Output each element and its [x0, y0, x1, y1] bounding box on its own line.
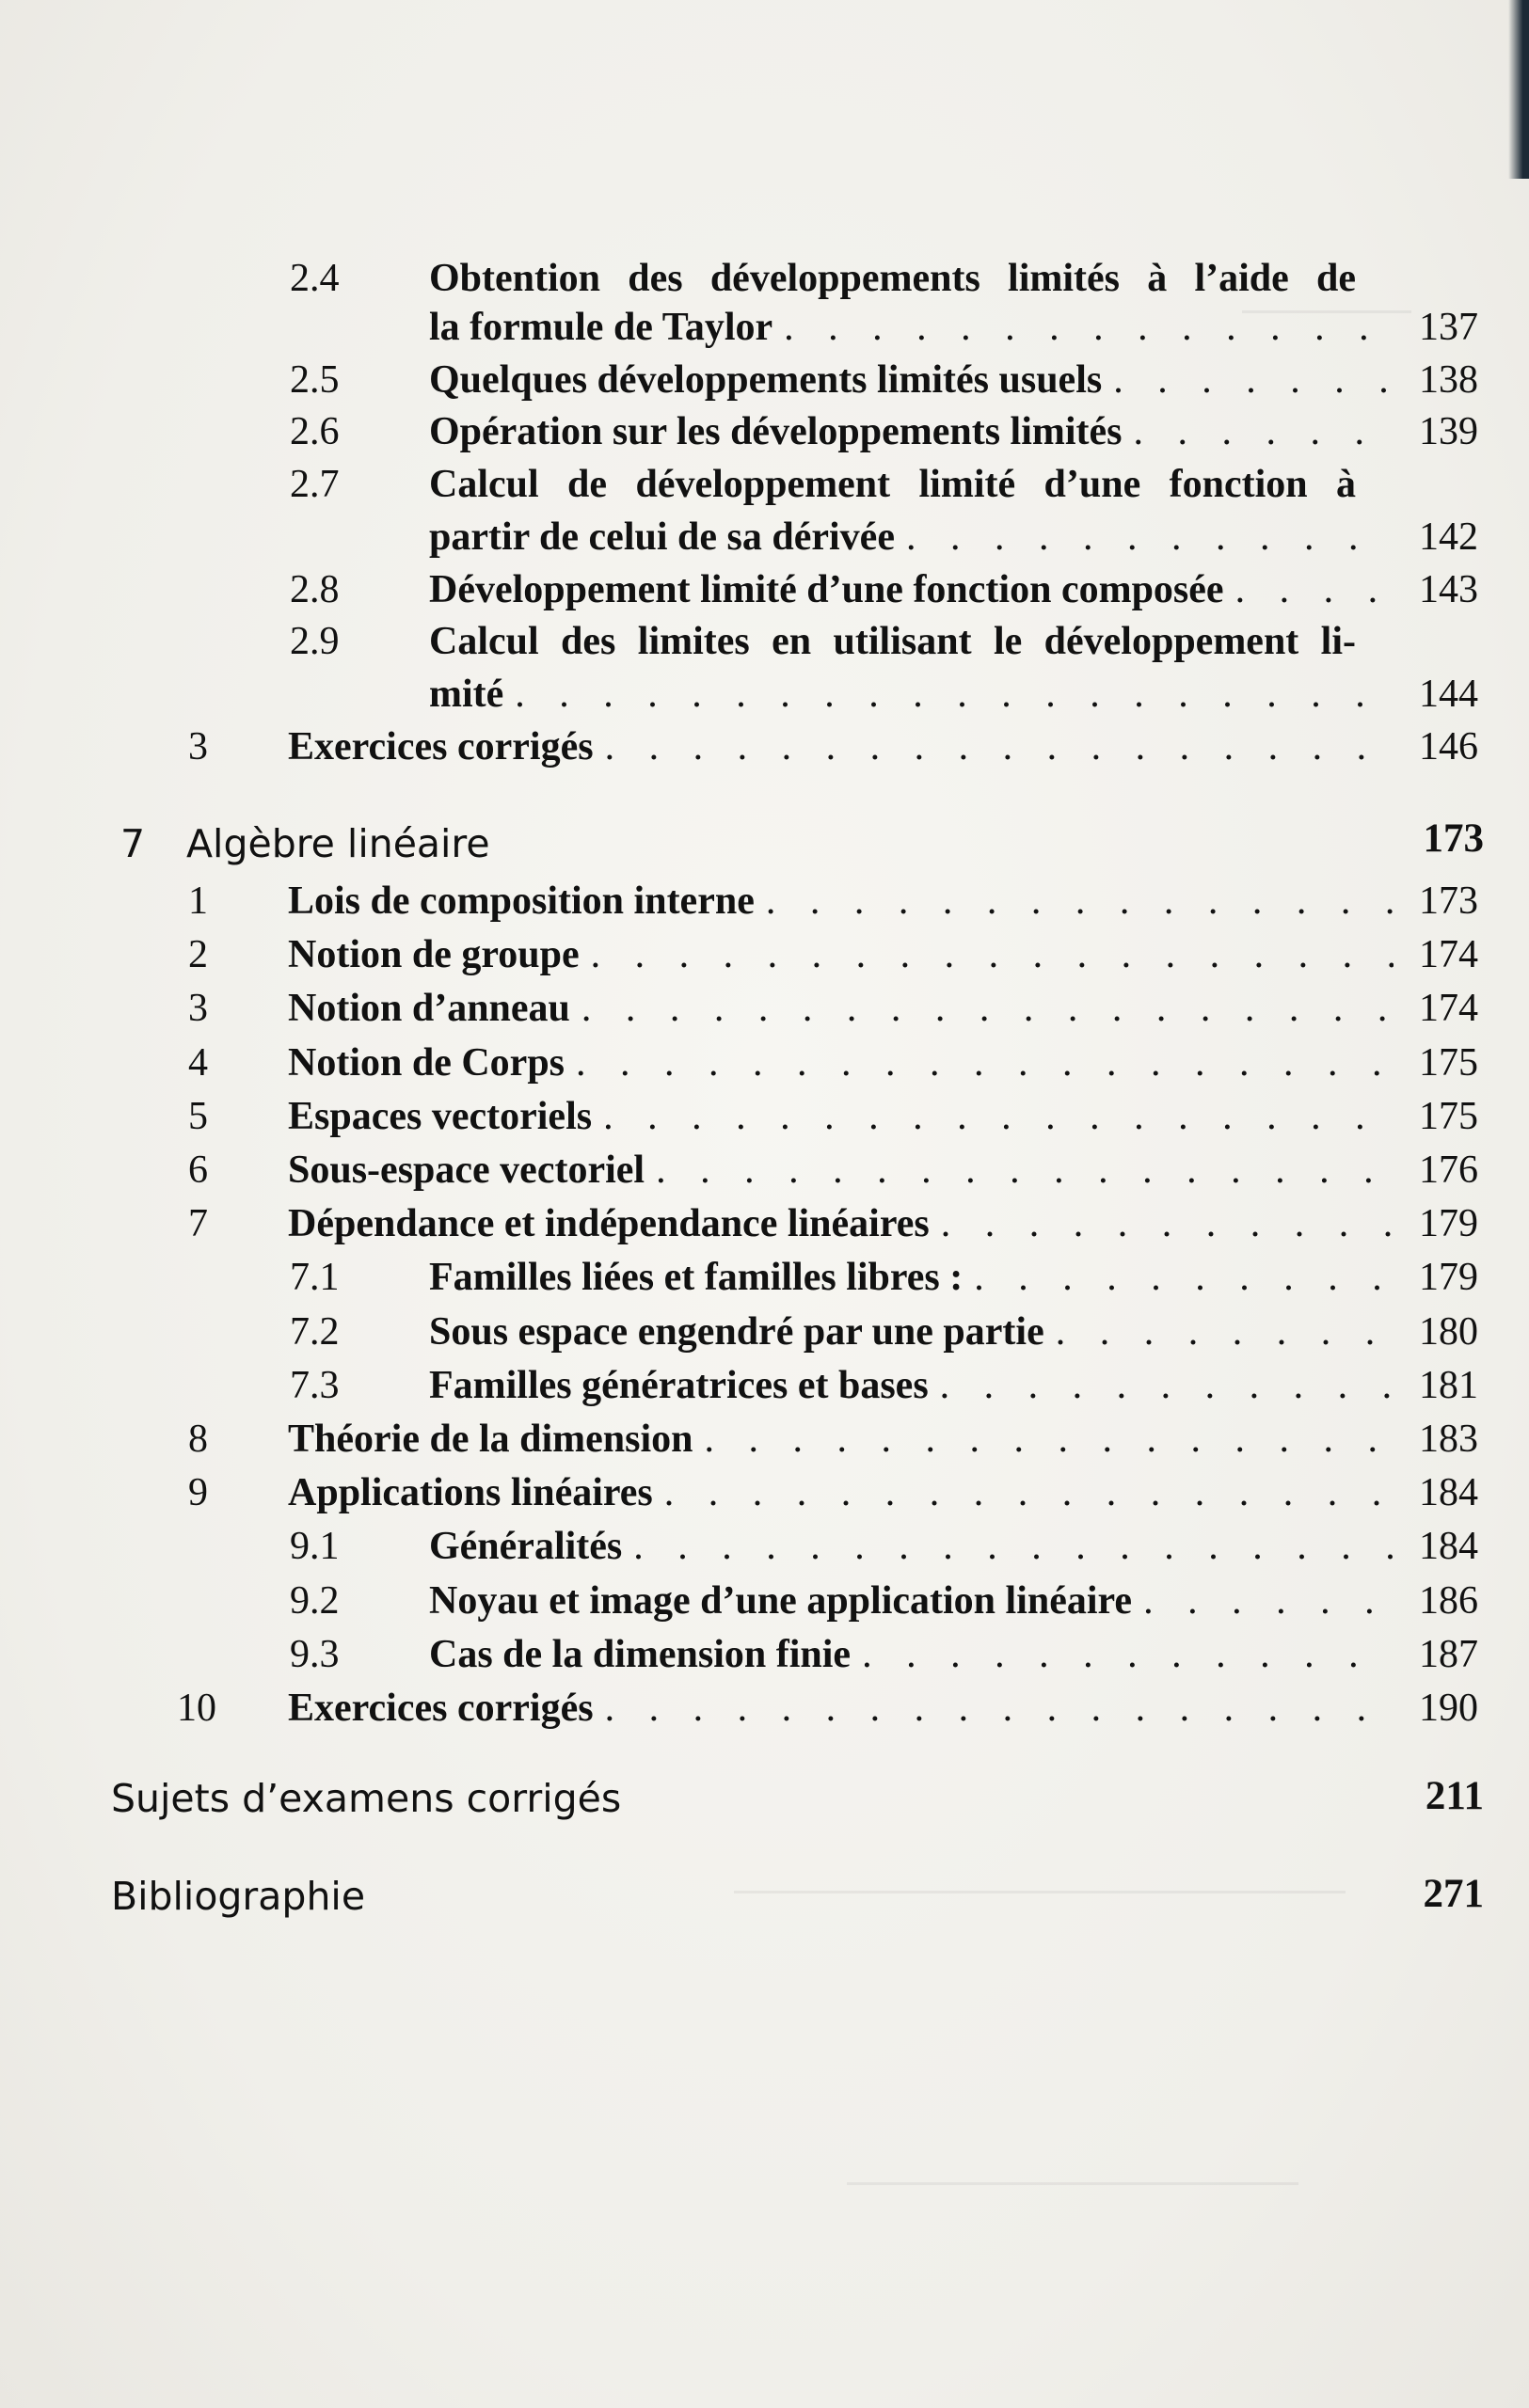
dot-leader	[633, 1527, 1394, 1566]
toc-entry-page: 183	[1419, 1418, 1478, 1461]
toc-entry-number: 7.2	[290, 1310, 340, 1354]
bibliography-title: Bibliographie	[111, 1874, 366, 1919]
toc-entry-number: 7.1	[290, 1256, 340, 1299]
toc-entry-page: 137	[1419, 306, 1478, 349]
toc-entry-title: Généralités	[429, 1525, 623, 1568]
exams-page: 211	[1425, 1774, 1484, 1818]
toc-entry-number: 9.3	[290, 1633, 340, 1676]
dot-leader	[974, 1258, 1394, 1297]
toc-entry-title: Calcul des limites en utilisant le développement li-	[429, 620, 1356, 663]
toc-entry-number: 5	[188, 1095, 208, 1138]
chapter-page: 173	[1423, 816, 1484, 861]
toc-entry-page: 146	[1419, 725, 1478, 768]
toc-entry-number: 9	[188, 1471, 208, 1514]
dot-leader	[1056, 1312, 1394, 1352]
toc-entry-title: Sous-espace vectoriel	[288, 1149, 645, 1192]
chapter-number: 7	[120, 821, 146, 866]
toc-entry-number: 2.7	[290, 463, 340, 506]
toc-entry-number: 7	[188, 1202, 208, 1245]
book-edge	[1508, 0, 1529, 179]
toc-entry-page: 174	[1419, 987, 1478, 1030]
dot-leader	[603, 1097, 1394, 1136]
toc-entry-number: 2.8	[290, 568, 340, 611]
toc-entry-number: 3	[188, 987, 208, 1030]
exams-title: Sujets d’examens corrigés	[111, 1776, 622, 1821]
chapter-title: Algèbre linéaire	[186, 821, 490, 866]
dot-leader	[515, 674, 1394, 714]
dot-leader	[605, 727, 1394, 767]
toc-entry-title: Exercices corrigés	[288, 725, 594, 768]
dot-leader	[605, 1688, 1394, 1728]
toc-entry-title: Noyau et image d’une application linéaire	[429, 1579, 1133, 1623]
toc-entry-page: 144	[1419, 673, 1478, 716]
toc-entry-title: Cas de la dimension finie	[429, 1633, 852, 1676]
toc-entry-title: Opération sur les développements limités	[429, 410, 1123, 453]
toc-entry-number: 9.1	[290, 1525, 340, 1568]
toc-entry-number: 9.2	[290, 1579, 340, 1623]
toc-entry-page: 179	[1419, 1256, 1478, 1299]
toc-entry-number: 1	[188, 879, 208, 923]
toc-entry-page: 184	[1419, 1471, 1478, 1514]
toc-entry-number: 2.5	[290, 358, 340, 402]
toc-entry-number: 4	[188, 1041, 208, 1085]
dot-leader	[664, 1473, 1394, 1513]
toc-entry-page: 174	[1419, 933, 1478, 976]
toc-entry-page: 187	[1419, 1633, 1478, 1676]
toc-entry-title: Sous espace engendré par une partie	[429, 1310, 1044, 1354]
toc-entry-number: 2.9	[290, 620, 340, 663]
toc-entry-page: 138	[1419, 358, 1478, 402]
toc-entry-title: Quelques développements limités usuels	[429, 358, 1103, 402]
dot-leader	[766, 881, 1394, 921]
toc-entry-page: 175	[1419, 1095, 1478, 1138]
toc-entry-title: Notion de groupe	[288, 933, 580, 976]
toc-entry-number: 7.3	[290, 1364, 340, 1407]
dot-leader	[656, 1150, 1394, 1190]
toc-entry-number: 3	[188, 725, 208, 768]
toc-entry-number: 2	[188, 933, 208, 976]
bibliography-page: 271	[1423, 1872, 1484, 1916]
toc-entry-page: 175	[1419, 1041, 1478, 1085]
toc-entry-number: 10	[177, 1687, 216, 1730]
toc-entry-page: 186	[1419, 1579, 1478, 1623]
dot-leader	[1235, 570, 1394, 610]
toc-entry-title: Espaces vectoriels	[288, 1095, 593, 1138]
toc-entry-title: Familles génératrices et bases	[429, 1364, 929, 1407]
toc-entry-title: Théorie de la dimension	[288, 1418, 693, 1461]
toc-entry-page: 180	[1419, 1310, 1478, 1354]
bleed-through-mark	[734, 1862, 1346, 1893]
dot-leader	[940, 1366, 1394, 1405]
toc-entry-number: 2.6	[290, 410, 340, 453]
toc-entry-title: Calcul de développement limité d’une fonction à	[429, 463, 1356, 506]
dot-leader	[705, 1419, 1394, 1459]
dot-leader	[1143, 1581, 1394, 1621]
toc-entry-page: 173	[1419, 879, 1478, 923]
toc-entry-title: Dépendance et indépendance linéaires	[288, 1202, 930, 1245]
dot-leader	[941, 1204, 1394, 1244]
dot-leader	[906, 517, 1394, 557]
toc-entry-title: Développement limité d’une fonction composée	[429, 568, 1224, 611]
dot-leader	[784, 308, 1394, 347]
toc-entry-page: 190	[1419, 1687, 1478, 1730]
dot-leader	[1134, 412, 1394, 452]
toc-entry-title: Lois de composition interne	[288, 879, 755, 923]
toc-entry-page: 142	[1419, 515, 1478, 559]
toc-entry-number: 2.4	[290, 257, 340, 300]
dot-leader	[591, 935, 1394, 974]
toc-entry-page: 179	[1419, 1202, 1478, 1245]
toc-entry-title: Obtention des développements limités à l’aide de	[429, 257, 1356, 300]
toc-entry-title: Notion d’anneau	[288, 987, 570, 1030]
toc-entry-page: 181	[1419, 1364, 1478, 1407]
toc-entry-title: Applications linéaires	[288, 1471, 653, 1514]
toc-entry-title: Notion de Corps	[288, 1041, 565, 1085]
toc-entry-page: 184	[1419, 1525, 1478, 1568]
dot-leader	[862, 1635, 1394, 1674]
toc-entry-page: 143	[1419, 568, 1478, 611]
toc-entry-number: 6	[188, 1149, 208, 1192]
dot-leader	[576, 1043, 1394, 1083]
toc-entry-title-cont: mité	[429, 673, 504, 716]
toc-entry-page: 139	[1419, 410, 1478, 453]
bleed-through-mark	[847, 2154, 1298, 2185]
toc-entry-title: Exercices corrigés	[288, 1687, 594, 1730]
toc-entry-title-cont: partir de celui de sa dérivée	[429, 515, 895, 559]
toc-entry-number: 8	[188, 1418, 208, 1461]
toc-entry-title: Familles liées et familles libres :	[429, 1256, 964, 1299]
toc-entry-title-cont: la formule de Taylor	[429, 306, 773, 349]
toc-entry-page: 176	[1419, 1149, 1478, 1192]
dot-leader	[1113, 360, 1394, 400]
dot-leader	[581, 989, 1394, 1028]
